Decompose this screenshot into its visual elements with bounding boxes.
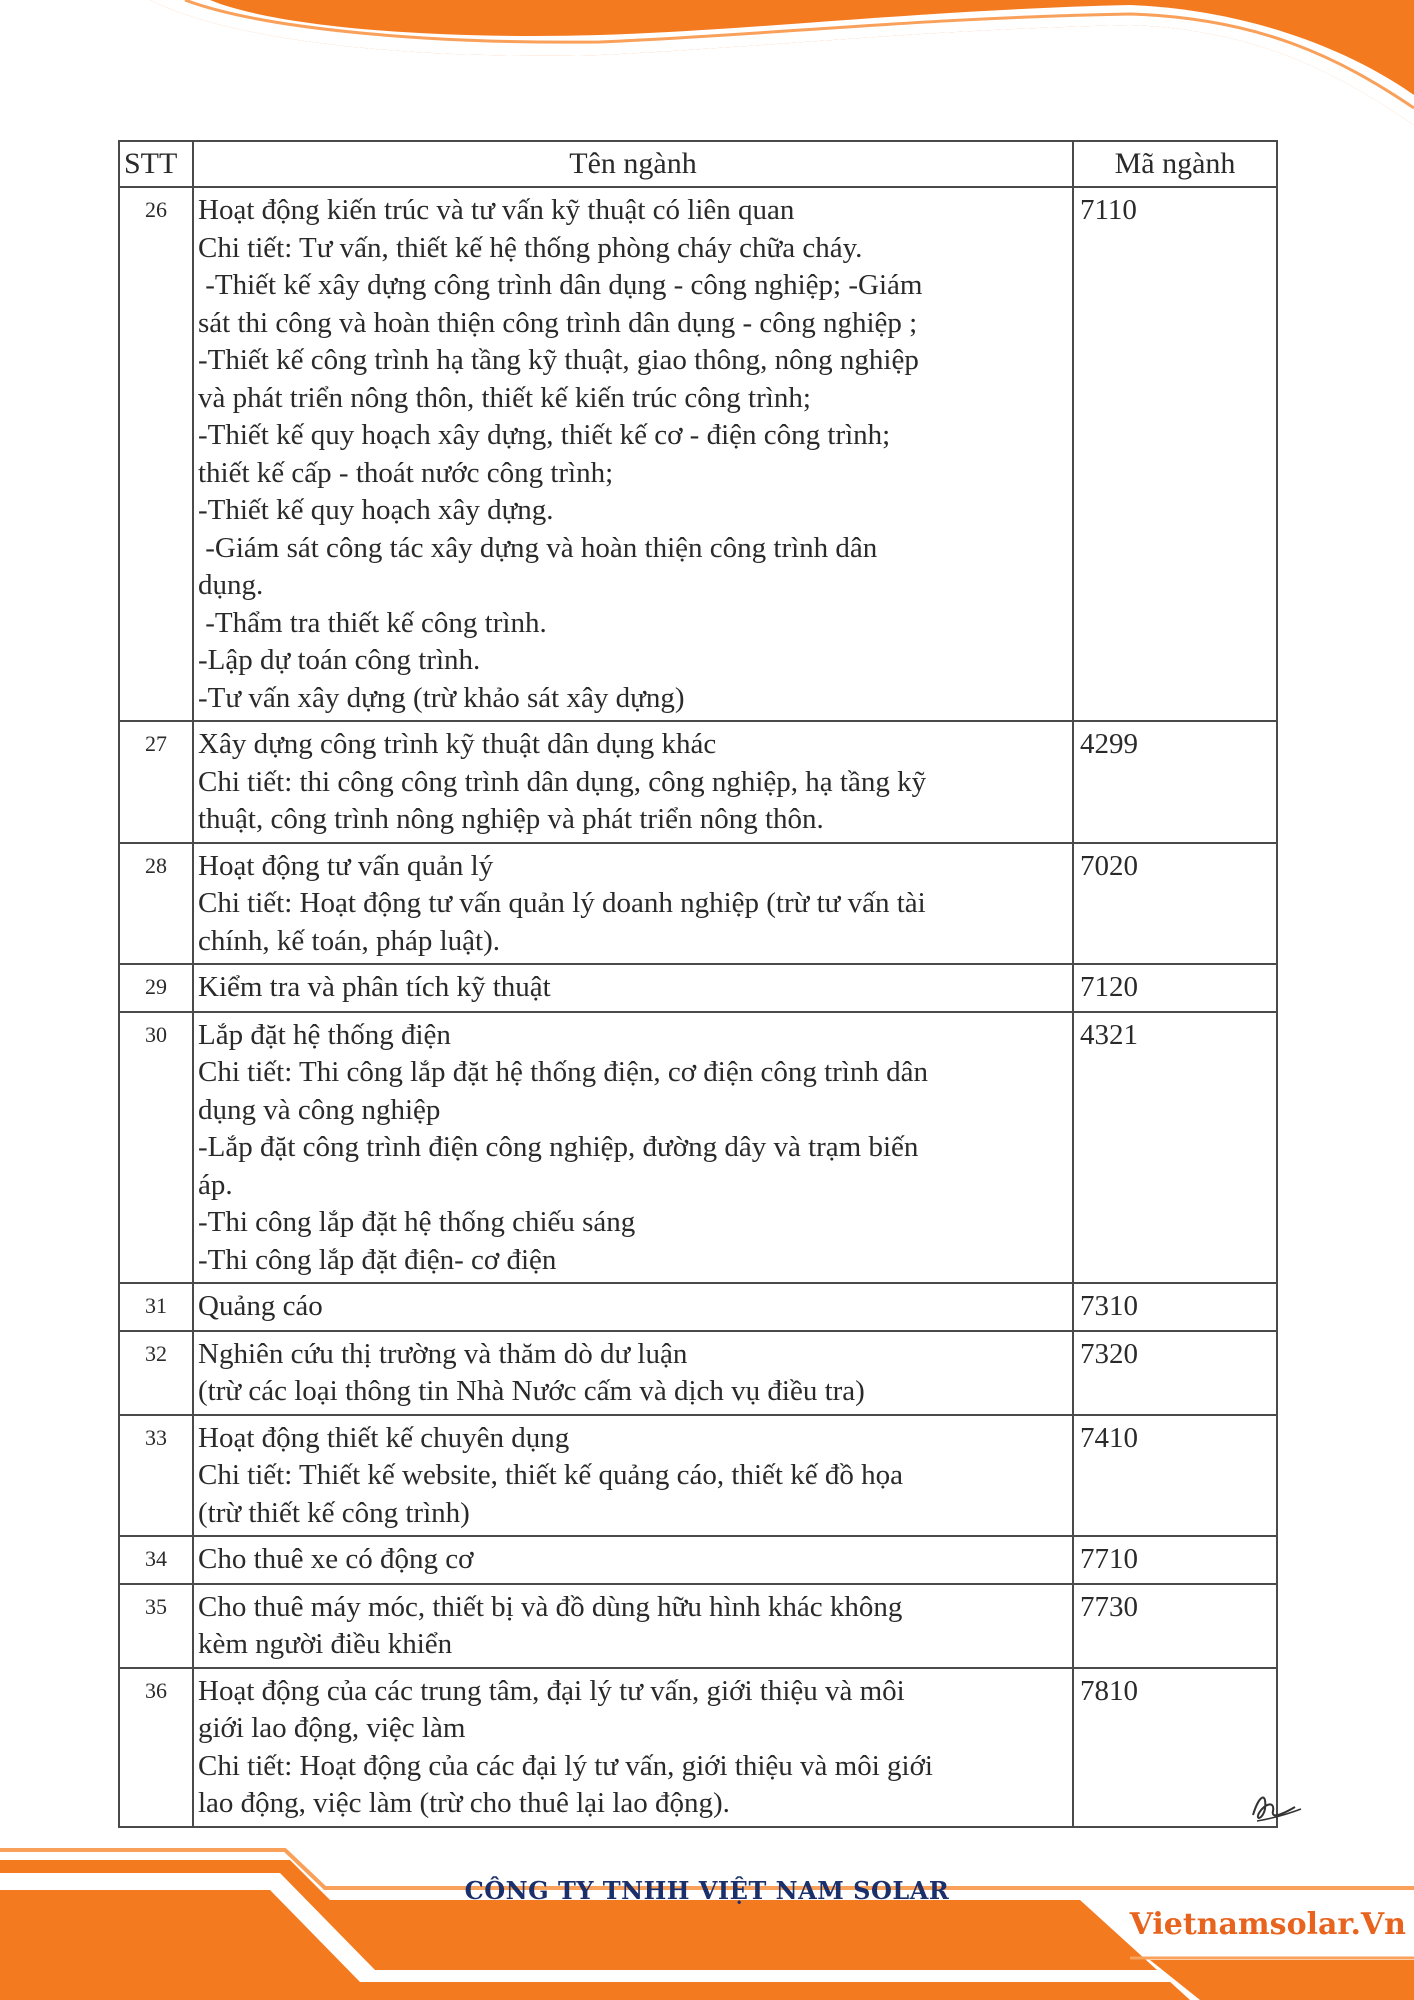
row-industry-name [193,1331,1073,1415]
row-stt: 26 [119,187,193,721]
row-industry-code: 7110 [1073,187,1277,721]
industry-name-line: (trừ các loại thông tin Nhà Nước cấm và dịch vụ điều tra) [198,1375,865,1407]
column-header-industry-name: Tên ngành [193,141,1073,187]
row-industry-code: 7120 [1073,964,1277,1012]
row-stt: 35 [119,1584,193,1668]
table-row [119,1012,1277,1284]
row-industry-code: 7310 [1073,1283,1277,1331]
industry-name-line: Quảng cáo [198,1290,323,1322]
row-stt: 28 [119,843,193,965]
row-industry-name [193,1584,1073,1668]
industry-name-line: dụng và công nghiệp [198,1093,441,1126]
industry-name-line: thuật, công trình nông nghiệp và phát triển nông thôn. [198,803,824,835]
industry-name-line: -Giám sát công tác xây dựng và hoàn thiện công trình dân [198,531,878,564]
row-industry-name [193,843,1073,965]
column-header-stt: STT [119,141,193,187]
row-industry-code: 7730 [1073,1584,1277,1668]
industry-name-line: Chi tiết: Thi công lắp đặt hệ thống điện, cơ điện công trình dân [198,1056,928,1088]
table-row [119,964,1277,1012]
row-industry-code: 7020 [1073,843,1277,965]
table-row [119,1415,1277,1537]
table-row [119,1283,1277,1331]
industry-name-line: giới lao động, việc làm [198,1712,466,1744]
industry-name-line: Kiểm tra và phân tích kỹ thuật [198,971,551,1003]
row-industry-name [193,1415,1073,1537]
website-link[interactable]: Vietnamsolar.Vn [1129,1907,1406,1942]
industry-name-line: kèm người điều khiển [198,1628,453,1660]
table-row [119,1584,1277,1668]
table-row [119,187,1277,721]
industry-table-container [118,140,1278,1828]
row-stt: 36 [119,1668,193,1827]
row-industry-code: 7810 [1073,1668,1277,1827]
industry-name-line: Chi tiết: Hoạt động của các đại lý tư vấn, giới thiệu và môi giới [198,1749,933,1782]
row-stt: 31 [119,1283,193,1331]
industry-name-line: Chi tiết: Thiết kế website, thiết kế quảng cáo, thiết kế đồ họa [198,1459,903,1491]
industry-name-line: Hoạt động của các trung tâm, đại lý tư vấn, giới thiệu và môi [198,1674,905,1707]
industry-name-line: -Thi công lắp đặt điện- cơ điện [198,1243,557,1276]
industry-name-line: (trừ thiết kế công trình) [198,1496,470,1529]
row-stt: 33 [119,1415,193,1537]
row-industry-code: 7710 [1073,1536,1277,1584]
industry-name-line: thiết kế cấp - thoát nước công trình; [198,456,614,489]
row-industry-name [193,1536,1073,1584]
industry-name-line: và phát triển nông thôn, thiết kế kiến trúc công trình; [198,381,811,414]
industry-name-line: Chi tiết: Tư vấn, thiết kế hệ thống phòng cháy chữa cháy. [198,231,863,264]
table-row [119,1668,1277,1827]
row-stt: 30 [119,1012,193,1284]
industry-name-line: Hoạt động kiến trúc và tư vấn kỹ thuật có liên quan [198,194,795,226]
industry-name-line: Nghiên cứu thị trường và thăm dò dư luận [198,1337,688,1370]
industry-name-line: Cho thuê máy móc, thiết bị và đồ dùng hữu hình khác không [198,1590,903,1623]
column-header-industry-code: Mã ngành [1073,141,1277,187]
row-industry-name [193,1012,1073,1284]
row-industry-name [193,964,1073,1012]
table-body [119,187,1277,1827]
industry-name-line: -Thiết kế xây dựng công trình dân dụng - công nghiệp; -Giám [198,269,923,301]
row-industry-code: 7320 [1073,1331,1277,1415]
industry-name-line: Lắp đặt hệ thống điện [198,1018,451,1051]
industry-name-line: -Thiết kế quy hoạch xây dựng, thiết kế cơ - điện công trình; [198,419,891,451]
industry-name-line: Hoạt động thiết kế chuyên dụng [198,1421,570,1454]
table-row [119,1536,1277,1584]
header-wave-decoration [0,0,1414,140]
row-industry-name [193,1283,1073,1331]
row-stt: 32 [119,1331,193,1415]
industry-name-line: áp. [198,1168,233,1201]
industry-name-line: -Thi công lắp đặt hệ thống chiếu sáng [198,1206,636,1238]
industry-name-line: chính, kế toán, pháp luật). [198,924,500,957]
row-stt: 27 [119,721,193,843]
table-row [119,1331,1277,1415]
industry-name-line: Chi tiết: thi công công trình dân dụng, công nghiệp, hạ tầng kỹ [198,765,927,798]
industry-name-line: -Lắp đặt công trình điện công nghiệp, đường dây và trạm biến [198,1131,919,1163]
industry-name-line: -Tư vấn xây dựng (trừ khảo sát xây dựng) [198,681,685,714]
signature-icon [1245,1785,1305,1829]
row-industry-name [193,187,1073,721]
industry-name-line: Chi tiết: Hoạt động tư vấn quản lý doanh nghiệp (trừ tư vấn tài [198,887,926,919]
row-stt: 34 [119,1536,193,1584]
row-industry-code: 7410 [1073,1415,1277,1537]
row-industry-name [193,721,1073,843]
industry-name-line: -Thiết kế quy hoạch xây dựng. [198,494,554,526]
industry-code-table [118,140,1278,1828]
industry-name-line: -Lập dự toán công trình. [198,644,481,676]
row-stt: 29 [119,964,193,1012]
row-industry-code: 4321 [1073,1012,1277,1284]
table-row [119,721,1277,843]
row-industry-code: 4299 [1073,721,1277,843]
industry-name-line: lao động, việc làm (trừ cho thuê lại lao động). [198,1787,730,1819]
industry-name-line: -Thẩm tra thiết kế công trình. [198,606,547,639]
industry-name-line: Xây dựng công trình kỹ thuật dân dụng khác [198,728,717,760]
table-row [119,843,1277,965]
row-industry-name [193,1668,1073,1827]
industry-name-line: Cho thuê xe có động cơ [198,1543,474,1575]
company-name: CÔNG TY TNHH VIỆT NAM SOLAR [464,1876,950,1905]
table-header-row [119,141,1277,187]
industry-name-line: Hoạt động tư vấn quản lý [198,849,494,882]
industry-name-line: sát thi công và hoàn thiện công trình dân dụng - công nghiệp ; [198,306,918,339]
industry-name-line: -Thiết kế công trình hạ tầng kỹ thuật, giao thông, nông nghiệp [198,344,919,376]
industry-name-line: dụng. [198,569,264,601]
